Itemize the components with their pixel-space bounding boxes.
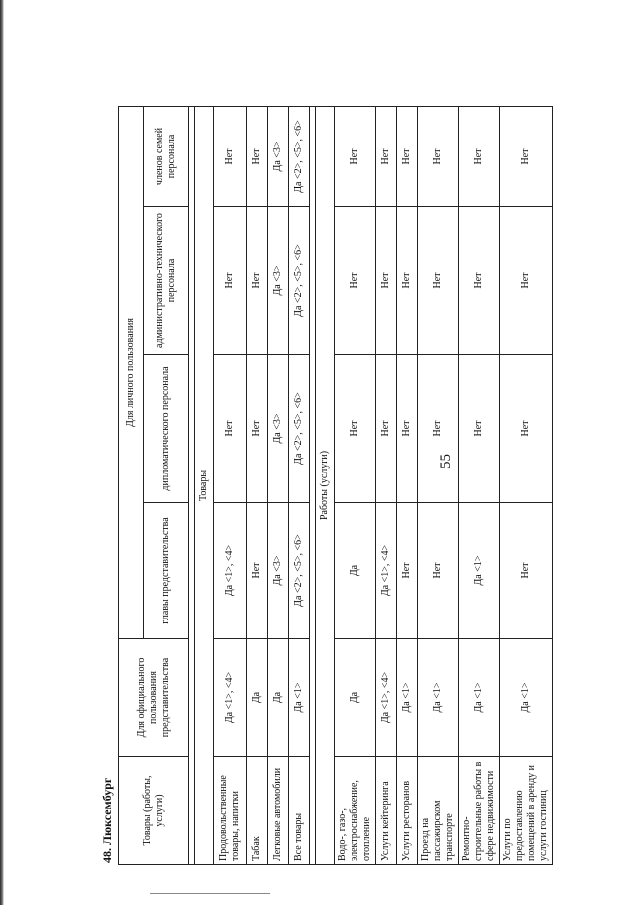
cell-admin: Нет — [335, 207, 376, 355]
cell-admin: Нет — [376, 207, 397, 355]
row-label: Услуги кейтеринга — [376, 757, 397, 865]
row-label: Водо-, газо-, электроснабжение, отопление — [335, 757, 376, 865]
cell-official: Да — [268, 639, 289, 757]
cell-diplomatic: Да <3> — [268, 355, 289, 503]
cell-admin: Нет — [500, 207, 553, 355]
cell-family: Нет — [335, 106, 376, 206]
table-row — [376, 106, 397, 864]
cell-admin: Нет — [418, 207, 459, 355]
table-row — [289, 106, 310, 864]
cell-official: Да <1> — [500, 639, 553, 757]
cell-diplomatic: Нет — [335, 355, 376, 503]
cell-admin: Да <3> — [268, 207, 289, 355]
cell-head: Да <1>, <4> — [214, 503, 247, 639]
cell-admin: Нет — [459, 207, 500, 355]
row-label: Продовольственные товары, напитки — [214, 757, 247, 865]
cell-diplomatic: Нет — [459, 355, 500, 503]
section-title: 48. Люксембург — [100, 777, 114, 863]
cell-official: Да <1> — [459, 639, 500, 757]
cell-head: Да <1> — [459, 503, 500, 639]
cell-diplomatic: Да <2>, <5>, <6> — [289, 355, 310, 503]
cell-official: Да — [335, 639, 376, 757]
row-label: Ремонтно-строительные работы в сфере недвижимости — [459, 757, 500, 865]
table-row — [268, 106, 289, 864]
cell-family: Да <2>, <5>, <6> — [289, 106, 310, 206]
cell-family: Нет — [397, 106, 418, 206]
header-family: членов семей персонала — [144, 106, 189, 206]
header-admin: административно-технического персонала — [144, 207, 189, 355]
section-row — [195, 106, 214, 864]
row-label: Проезд на пассажирском транспорте — [418, 757, 459, 865]
cell-family: Нет — [214, 106, 247, 206]
cell-diplomatic: Нет — [214, 355, 247, 503]
section-heading: Товары — [195, 106, 214, 864]
cell-diplomatic: Нет — [418, 355, 459, 503]
cell-head: Да — [335, 503, 376, 639]
section-heading: Работы (услуги) — [316, 106, 335, 864]
row-label: Легковые автомобили — [268, 757, 289, 865]
cell-diplomatic: Нет — [247, 355, 268, 503]
table-body — [189, 106, 553, 864]
table-row — [459, 106, 500, 864]
cell-official: Да <1> — [418, 639, 459, 757]
cell-family: Нет — [459, 106, 500, 206]
privileges-table — [118, 106, 553, 865]
cell-official: Да — [247, 639, 268, 757]
cell-diplomatic: Нет — [376, 355, 397, 503]
cell-head: Да <2>, <5>, <6> — [289, 503, 310, 639]
cell-official: Да <1> — [289, 639, 310, 757]
header-diplomatic: дипломатического персонала — [144, 355, 189, 503]
table-row — [418, 106, 459, 864]
header-head: главы представительства — [144, 503, 189, 639]
cell-family: Нет — [247, 106, 268, 206]
cell-official: Да <1>, <4> — [376, 639, 397, 757]
page-number: 55 — [438, 454, 454, 469]
cell-family: Да <3> — [268, 106, 289, 206]
cell-head: Да <3> — [268, 503, 289, 639]
cell-head: Нет — [247, 503, 268, 639]
table-row — [500, 106, 553, 864]
cell-head: Нет — [418, 503, 459, 639]
row-label: Табак — [247, 757, 268, 865]
table-row — [335, 106, 376, 864]
row-label: Все товары — [289, 757, 310, 865]
cell-official: Да <1> — [397, 639, 418, 757]
cell-admin: Нет — [397, 207, 418, 355]
cell-official: Да <1>, <4> — [214, 639, 247, 757]
cell-admin: Нет — [247, 207, 268, 355]
cell-admin: Да <2>, <5>, <6> — [289, 207, 310, 355]
cell-family: Нет — [376, 106, 397, 206]
cell-head: Нет — [397, 503, 418, 639]
row-label: Услуги ресторанов — [397, 757, 418, 865]
cell-diplomatic: Нет — [500, 355, 553, 503]
cell-head: Да <1>, <4> — [376, 503, 397, 639]
section-row — [316, 106, 335, 864]
table-row — [397, 106, 418, 864]
table-row — [247, 106, 268, 864]
cell-admin: Нет — [214, 207, 247, 355]
cell-family: Нет — [418, 106, 459, 206]
row-label: Услуги по предоставлению помещений в аренду и услуги гостиниц — [500, 757, 553, 865]
header-personal: Для личного пользования — [119, 106, 144, 638]
cell-head: Нет — [500, 503, 553, 639]
header-item: Товары (работы, услуги) — [119, 757, 189, 865]
table-row — [214, 106, 247, 864]
cell-diplomatic: Нет — [397, 355, 418, 503]
header-official: Для официального пользования представительства — [119, 639, 189, 757]
cell-family: Нет — [500, 106, 553, 206]
